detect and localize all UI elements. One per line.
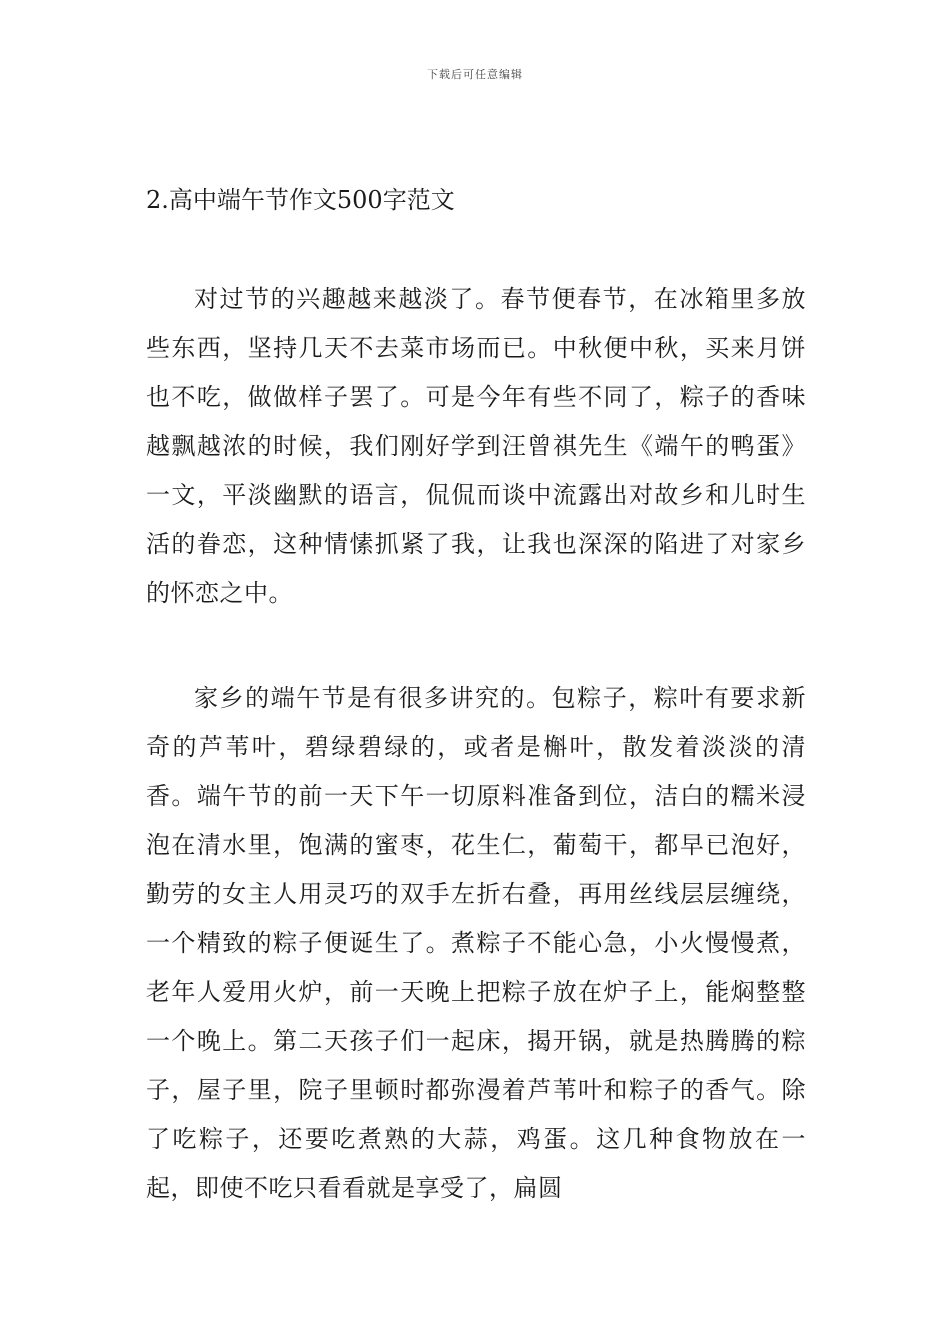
document-title: 2.高中端午节作文500字范文	[146, 186, 455, 214]
paragraph-2: 家乡的端午节是有很多讲究的。包粽子，粽叶有要求新奇的芦苇叶，碧绿碧绿的，或者是槲叶，散发着淡淡的清香。端午节的前一天下午一切原料准备到位，洁白的糯米浸泡在清水里，饱满的蜜枣，花生仁，葡萄干，都早已泡好，勤劳的女主人用灵巧的双手左折右叠，再用丝线层层缠绕，一个精致的粽子便诞生了。煮粽子不能心急，小火慢慢煮，老年人爱用火炉，前一天晚上把粽子放在炉子上，能焖整整一个晚上。第二天孩子们一起床，揭开锅，就是热腾腾的粽子，屋子里，院子里顿时都弥漫着芦苇叶和粽子的香气。除了吃粽子，还要吃煮熟的大蒜，鸡蛋。这几种食物放在一起，即使不吃只看看就是享受了，扁圆	[146, 684, 806, 1202]
paragraph-1: 对过节的兴趣越来越淡了。春节便春节，在冰箱里多放些东西，坚持几天不去菜市场而已。中秋便中秋，买来月饼也不吃，做做样子罢了。可是今年有些不同了，粽子的香味越飘越浓的时候，我们刚好学到汪曾祺先生《端午的鸭蛋》一文，平淡幽默的语言，侃侃而谈中流露出对故乡和儿时生活的眷恋，这种情愫抓紧了我，让我也深深的陷进了对家乡的怀恋之中。	[146, 285, 806, 607]
page-header-note: 下载后可任意编辑	[427, 68, 523, 81]
